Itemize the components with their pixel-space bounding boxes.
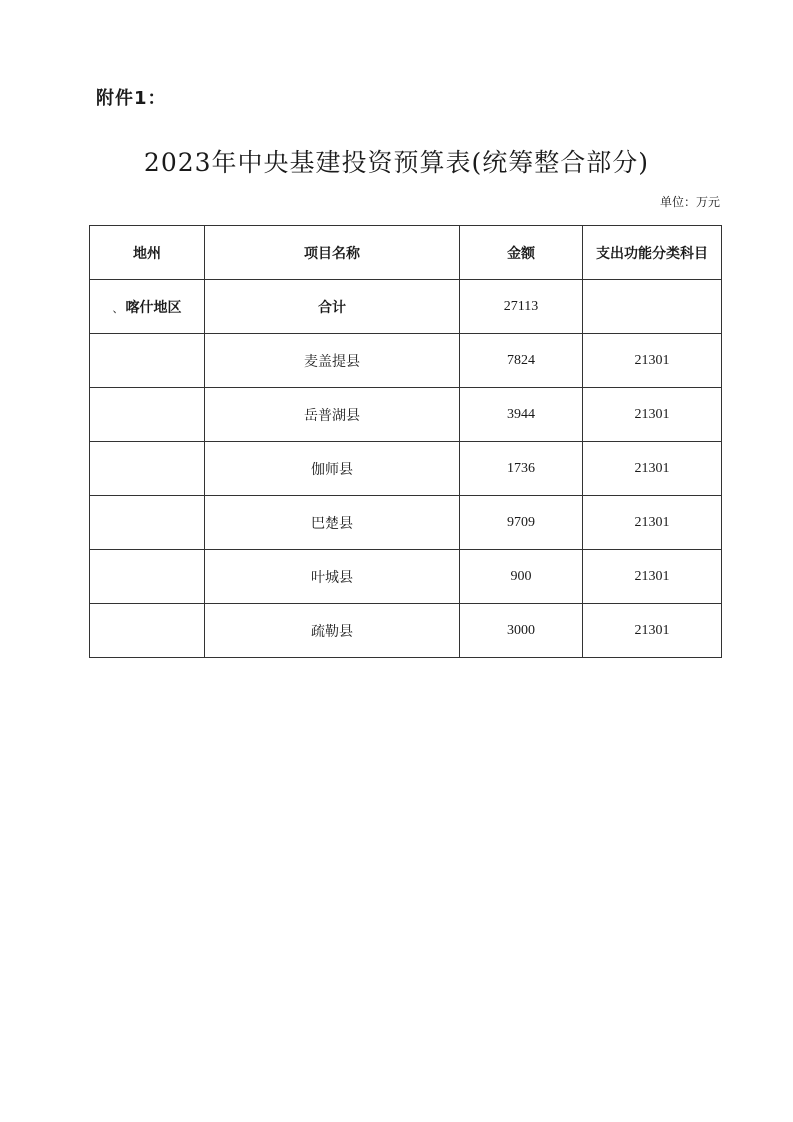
row-code: 21301 [583,550,722,604]
row-code: 21301 [583,388,722,442]
table-row [90,442,722,496]
attachment-label: 附件1： [96,88,167,109]
row-code: 21301 [583,442,722,496]
row-code: 21301 [583,334,722,388]
row-amount: 3000 [460,604,583,658]
row-project-name: 岳普湖县 [205,388,460,442]
row-region [90,550,205,604]
row-amount: 1736 [460,442,583,496]
table-row [90,550,722,604]
row-region [90,334,205,388]
table-row [90,604,722,658]
row-project-name: 伽师县 [205,442,460,496]
total-region-cell [90,280,205,334]
unit-note: 单位：万元 [659,195,720,209]
row-region [90,442,205,496]
budget-table [89,225,722,658]
total-row [90,280,722,334]
row-amount: 7824 [460,334,583,388]
row-project-name: 疏勒县 [205,604,460,658]
total-region: 喀什地区 [125,299,182,316]
row-code: 21301 [583,604,722,658]
header-amount: 金额 [460,226,583,280]
row-code: 21301 [583,496,722,550]
row-amount: 3944 [460,388,583,442]
header-project-name: 项目名称 [205,226,460,280]
page-title: 2023年中央基建投资预算表(统筹整合部分) [143,148,650,177]
row-region [90,604,205,658]
row-project-name: 叶城县 [205,550,460,604]
region-mark: 、 [112,301,124,315]
row-region [90,388,205,442]
header-function-code: 支出功能分类科目 [583,226,722,280]
table-header-row [90,226,722,280]
table-row [90,334,722,388]
header-region: 地州 [90,226,205,280]
row-amount: 9709 [460,496,583,550]
row-project-name: 麦盖提县 [205,334,460,388]
table-row [90,388,722,442]
total-amount: 27113 [460,280,583,334]
row-region [90,496,205,550]
row-amount: 900 [460,550,583,604]
row-project-name: 巴楚县 [205,496,460,550]
total-label: 合计 [205,280,460,334]
table-row [90,496,722,550]
total-code [583,280,722,334]
